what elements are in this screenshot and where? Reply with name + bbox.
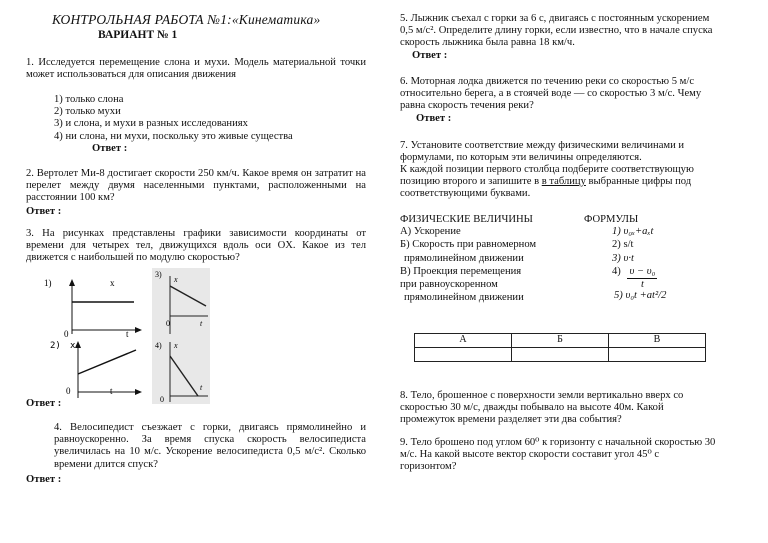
question-4-text: 4. Велосипедист съезжает с горки, двигаясь прямолинейно и равноускоренно. За время спуска скорость велосипедиста увеличилась на 10 м/с. Ускорение велосипедиста 0,5 м/с². Сколько времени длится спуск? [54, 422, 366, 470]
graph-4-axis-x: t [200, 383, 203, 392]
graph-1 [36, 274, 146, 340]
q7-col1-header: ФИЗИЧЕСКИЕ ВЕЛИЧИНЫ [400, 214, 533, 225]
graph-1-y-arrow [69, 279, 75, 286]
q2-answer-label: Ответ : [26, 206, 62, 217]
q1-option-4: 4) ни слона, ни мухи, поскольку это живые существа [54, 130, 293, 142]
q7-formula-1: 1) υ₀ₓ+aₓt [612, 226, 654, 237]
graph-3 [152, 268, 210, 338]
q1-option-2: 2) только мухи [54, 106, 121, 118]
q7-formula-4-numerator: υ − υ₀ [627, 266, 657, 279]
graph-2-axis-y: x [70, 341, 76, 351]
graph-2-y-arrow [75, 341, 81, 348]
graph-3-axis-x: t [200, 319, 203, 328]
q7-table-answer-row [415, 348, 706, 362]
question-5-text: 5. Лыжник съехал с горки за 6 с, двигаясь с постоянным ускорением 0,5 м/с². Определите длину горки, если известно, что в начале спуска скорость лыжника была равна 18 км/ч. [400, 13, 713, 49]
graph-1-x-arrow [135, 327, 142, 333]
q7-formula-4-fraction [627, 266, 657, 291]
graph-3-axis-y: x [174, 275, 178, 284]
question-7-text: 7. Установите соответствие между физическими величинами и формулами, по которым эти величины определяются. [400, 140, 685, 164]
graph-4-axis-y: x [174, 341, 178, 350]
graph-1-axis-x: t [126, 329, 129, 339]
page-title: КОНТРОЛЬНАЯ РАБОТА №1:«Кинематика» [52, 12, 321, 27]
q1-answer-label: Ответ : [92, 143, 128, 154]
graph-3-origin: 0 [166, 319, 170, 328]
q6-answer-label: Ответ : [416, 113, 452, 124]
question-2-text: 2. Вертолет Ми-8 достигает скорости 250 км/ч. Какое время он затратит на перелет между двумя населенными пунктами, расположенными на расстоянии 100 км? [26, 168, 366, 204]
q7-formula-2: 2) s/t [612, 239, 634, 250]
question-1-text: 1. Исследуется перемещение слона и мухи. Модель материальной точки может использоваться для описания движения [26, 57, 366, 81]
q7-formula-4 [612, 266, 657, 291]
variant-label: ВАРИАНТ № 1 [98, 29, 178, 41]
graph-1-axis-y: x [110, 278, 115, 288]
graph-2-x-arrow [135, 389, 142, 395]
q7-table-header-c: В [609, 334, 706, 348]
q7-table-header-b: Б [512, 334, 609, 348]
q7-table-header-row [415, 334, 706, 348]
question-9-text: 9. Тело брошено под углом 60⁰ к горизонту с начальной скоростью 30 м/с. На какой высоте вектор скорости составит угол 45⁰ с горизонтом? [400, 437, 716, 473]
q5-answer-label: Ответ : [412, 50, 448, 61]
q7-table-cell-a[interactable] [415, 348, 512, 362]
graph-4 [152, 338, 210, 404]
graph-4-label: 4) [155, 341, 162, 350]
question-3-text: 3. На рисунках представлены графики зависимости координаты от времени для четырех тел, движущихся вдоль оси OX. Какое из тел движется с наибольшей по модулю скоростью? [26, 228, 366, 264]
q7-quantity-c-cont1: при равноускоренном [400, 279, 498, 290]
q7-answer-table [414, 333, 706, 362]
q7-col2-header: ФОРМУЛЫ [584, 214, 639, 225]
q7-formula-3: 3) υ·t [612, 253, 634, 264]
q4-answer-label: Ответ : [26, 474, 62, 485]
question-7-instruction [400, 164, 718, 201]
q7-table-link[interactable]: в таблицу [541, 176, 586, 188]
graph-2-origin: 0 [66, 386, 71, 396]
graph-2 [36, 338, 146, 400]
q7-formula-5: 5) υ₀t +at²/2 [614, 290, 667, 301]
q7-quantity-c: В) Проекция перемещения [400, 266, 522, 277]
graph-1-label: 1) [44, 278, 52, 288]
graph-2-label: 2) [50, 341, 61, 351]
q7-table-cell-b[interactable] [512, 348, 609, 362]
question-6-text: 6. Моторная лодка движется по течению реки со скоростью 5 м/с относительно берега, а в стоячей воде — со скоростью 3 м/с. Чему равна скорость течения реки? [400, 76, 702, 112]
q7-quantity-b-cont: прямолинейном движении [404, 253, 524, 264]
q7-instruction-start: К каждой позиции первого столбца подберите соответствующую позицию второго и запишите в [400, 164, 694, 188]
question-8-text: 8. Тело, брошенное с поверхности земли вертикально вверх со скоростью 30 м/с, дважды побывало на высоте 40м. Какой промежуток времени разделяет эти два события? [400, 390, 684, 426]
q7-table-header-a: А [415, 334, 512, 348]
question-1-options [54, 94, 374, 143]
q7-quantity-c-cont2: прямолинейном движении [404, 292, 524, 303]
q7-table-cell-c[interactable] [609, 348, 706, 362]
q1-option-1: 1) только слона [54, 94, 124, 105]
graph-3-label: 3) [155, 270, 162, 279]
q7-formula-4-number: 4) [612, 266, 621, 277]
graph-1-origin: 0 [64, 329, 69, 339]
q7-quantity-b: Б) Скорость при равномерном [400, 239, 537, 250]
graph-2-axis-x: t [110, 386, 113, 396]
q7-formula-4-denominator: t [640, 279, 644, 291]
q3-answer-label: Ответ : [26, 398, 62, 409]
q7-quantity-a: А) Ускорение [400, 226, 461, 237]
q7-instruction-end: выбранные цифры под соответствующими буквами. [400, 176, 692, 200]
q1-option-3: 3) и слона, и мухи в разных исследованиях [54, 118, 248, 130]
graph-2-line [78, 350, 136, 374]
graph-4-origin: 0 [160, 395, 164, 404]
